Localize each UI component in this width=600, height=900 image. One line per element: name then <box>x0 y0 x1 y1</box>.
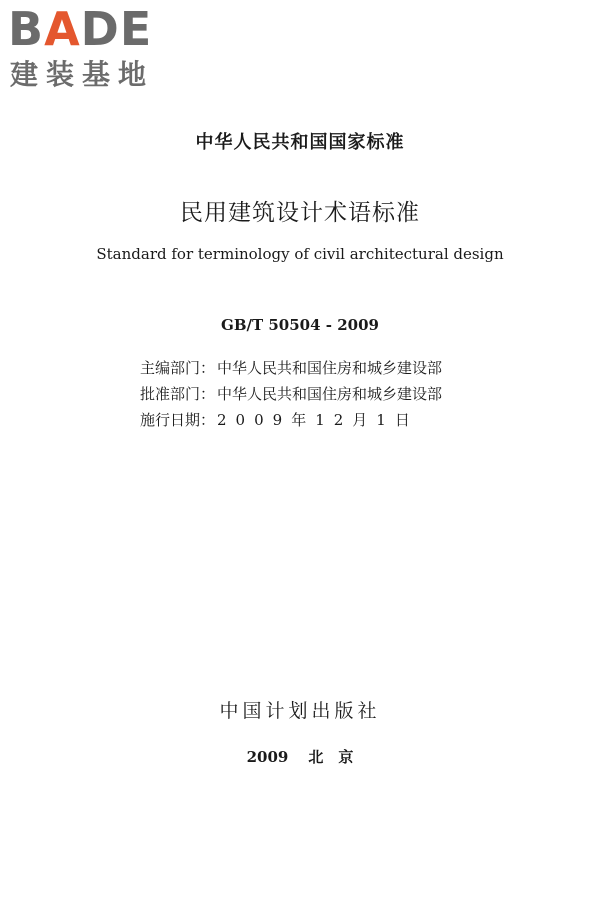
publication-city: 北 京 <box>308 748 354 766</box>
logo-wordmark <box>8 4 152 54</box>
standard-code: GB/T 50504 - 2009 <box>221 316 379 334</box>
national-standard-heading: 中华人民共和国国家标准 <box>195 132 405 153</box>
effective-date-value: 2009年12月1日 <box>217 411 419 429</box>
chief-department-label: 主编部门： <box>140 359 216 377</box>
document-title-english: Standard for terminology of civil architectural design <box>96 245 504 263</box>
logo-subtitle: 建装基地 <box>10 58 155 91</box>
logo-letters-de: DE <box>80 2 153 56</box>
approval-department-label: 批准部门： <box>140 385 216 403</box>
bade-logo <box>8 4 178 96</box>
logo-letter-b: B <box>8 2 45 56</box>
publication-year: 2009 <box>246 748 289 766</box>
effective-date-label: 施行日期： <box>140 411 216 429</box>
chief-department-row <box>140 357 442 379</box>
logo-letter-a: A <box>44 2 81 56</box>
chief-department-value: 中华人民共和国住房和城乡建设部 <box>217 359 443 377</box>
effective-date-row <box>140 409 419 431</box>
approval-department-value: 中华人民共和国住房和城乡建设部 <box>217 385 443 403</box>
publication-place <box>0 746 600 767</box>
publisher-name: 中国计划出版社 <box>219 700 381 722</box>
document-title-chinese: 民用建筑设计术语标准 <box>180 200 420 226</box>
approval-department-row <box>140 383 442 405</box>
